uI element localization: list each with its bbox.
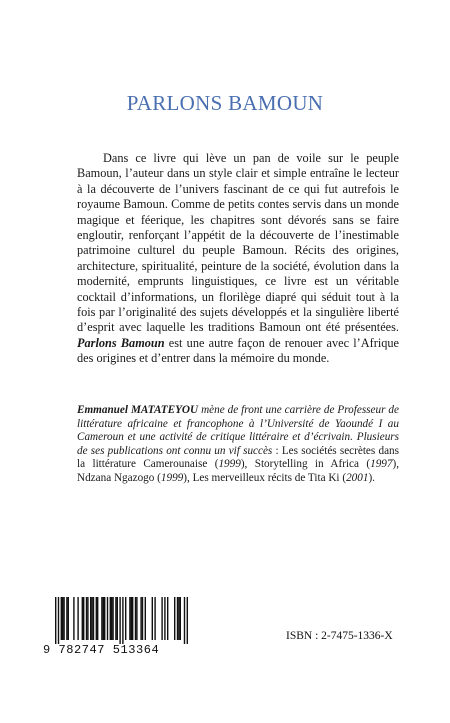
isbn-number: ISBN : 2-7475-1336-X <box>286 630 393 642</box>
barcode-bar <box>90 597 91 640</box>
publication-year-3: 1999 <box>160 471 184 484</box>
barcode-bar <box>97 597 98 640</box>
barcode-bar <box>174 597 175 640</box>
barcode-bar <box>66 597 67 640</box>
barcode-bar <box>63 597 64 640</box>
barcode-bar <box>164 597 165 640</box>
barcode-bar <box>132 597 133 640</box>
barcode-bar <box>55 597 56 644</box>
barcode-bar <box>125 597 126 640</box>
barcode-bar <box>117 597 118 640</box>
barcode-bar <box>61 597 62 640</box>
barcode-bar <box>129 597 130 640</box>
barcode-bar <box>161 597 162 640</box>
barcode-bar <box>119 597 120 644</box>
barcode-bar <box>145 597 146 640</box>
barcode-digits: 9 782747 513364 <box>43 643 160 657</box>
barcode-bar <box>178 597 179 640</box>
barcode-bar <box>111 597 112 640</box>
barcode-bar <box>91 597 92 640</box>
publications-text-5: ). <box>368 471 375 484</box>
barcode-bar <box>152 597 153 640</box>
barcode-bars <box>43 597 193 644</box>
author-note <box>77 404 399 486</box>
barcode-bar <box>73 597 74 640</box>
barcode-bar <box>101 597 102 640</box>
barcode-bar <box>107 597 108 640</box>
barcode <box>43 597 193 655</box>
barcode-bar <box>58 597 59 644</box>
barcode-bar <box>142 597 143 640</box>
barcode-bar <box>187 597 188 644</box>
barcode-bar <box>131 597 132 640</box>
barcode-bar <box>167 597 168 640</box>
barcode-bar <box>77 597 78 640</box>
publication-year-4: 2001 <box>346 471 369 484</box>
barcode-bar <box>87 597 88 640</box>
barcode-bar <box>62 597 63 640</box>
barcode-bar <box>104 597 105 640</box>
author-intro: mène de front une carrière de Professeur de littérature africaine et francophone à l’Université de Yaoundé I au Cameroun et une activité de critique littéraire et d’écrivain. Plusieurs de ses publications ont connu un vif succès <box>77 404 399 457</box>
blurb-text: Dans ce livre qui lève un pan de voile sur le peuple Bamoun, l’auteur dans un style clair et simple entraîne le lecteur à la découverte de l’univers fascinant de ce qui fut autrefois le royaume Bamoun. Comme de petits contes servis dans un monde magique et féerique, les chapitres sont dévorés sans se faire engloutir, renforçant l’appétit de la découverte de l’inestimable patrimoine culturel du peuple Bamoun. Récits des origines, architecture, spiritualité, peinture de la société, évolution dans la modernité, emprunts linguistiques, ce livre est un véritable cocktail d’informations, un florilège diapré qui séduit tout à la fois par l’originalité des sujets développés et la singulière liberté d’esprit avec laquelle les traditions Bamoun ont été présentées. <box>77 151 399 335</box>
barcode-bar <box>177 597 178 640</box>
book-title: PARLONS BAMOUN <box>126 91 324 115</box>
author-name: Emmanuel MATATEYOU <box>77 404 199 416</box>
blurb-title-emphasis: Parlons Bamoun <box>77 335 165 350</box>
barcode-bar <box>68 597 69 640</box>
publications-text-4: ), Les merveilleux récits de Tita Ki ( <box>183 471 347 484</box>
barcode-bar <box>136 597 137 640</box>
publications-text-3: ), Ndzana Ngazogo ( <box>77 458 399 484</box>
barcode-bar <box>93 597 94 640</box>
publication-year-1: 1999 <box>218 458 241 471</box>
barcode-bar <box>122 597 123 644</box>
blurb-text-end: est une autre façon de renouer avec l’Afrique des origines et d’entrer dans la mémoire du monde. <box>77 335 400 366</box>
barcode-bar <box>140 597 141 640</box>
barcode-bar <box>110 597 111 640</box>
book-blurb <box>77 151 399 367</box>
barcode-bar <box>83 597 84 640</box>
barcode-bar <box>135 597 136 640</box>
publications-text-1: : Les sociétés secrètes dans la littérature Camerounaise ( <box>77 444 399 471</box>
barcode-bar <box>103 597 104 640</box>
barcode-bar <box>115 597 116 640</box>
barcode-bar <box>112 597 113 640</box>
barcode-bar <box>154 597 155 640</box>
barcode-bar <box>180 597 181 640</box>
barcode-bar <box>184 597 185 644</box>
barcode-bar <box>82 597 83 640</box>
barcode-bar <box>96 597 97 640</box>
publications-text-2: ), Storytelling in Africa ( <box>240 458 371 471</box>
publication-year-2: 1997 <box>370 458 393 471</box>
barcode-bar <box>86 597 87 640</box>
